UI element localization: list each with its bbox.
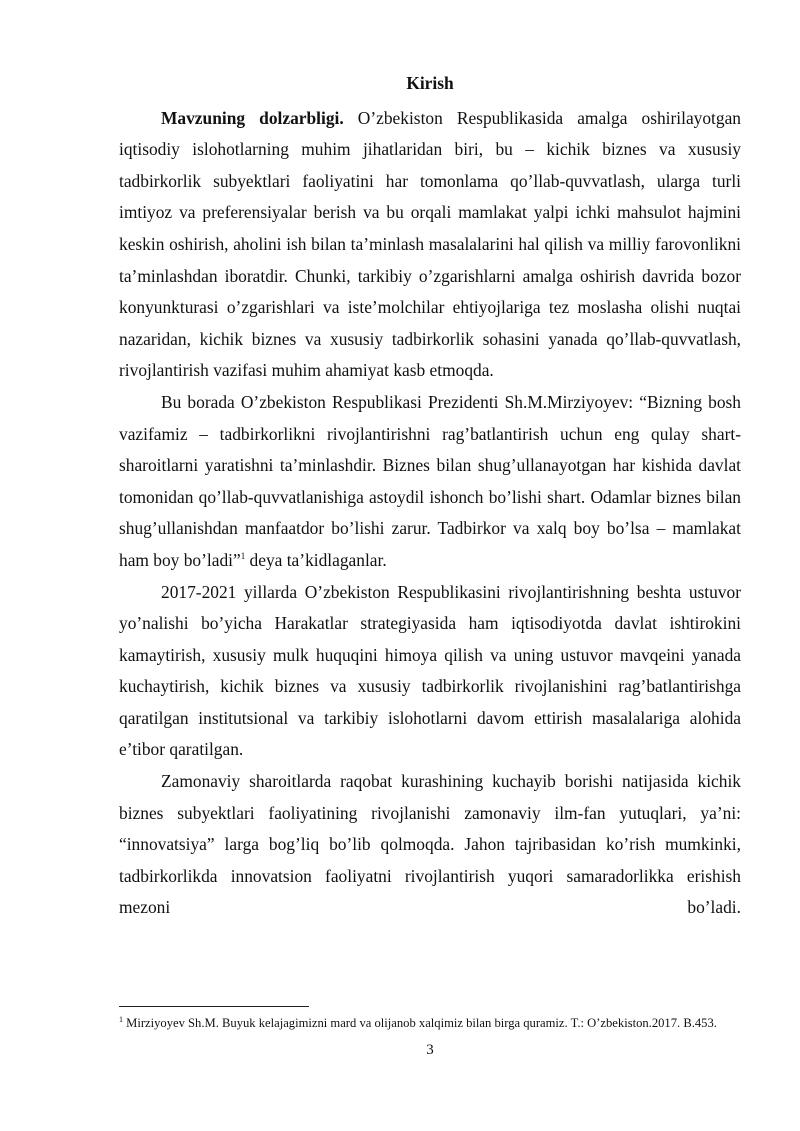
paragraph-president-quote bbox=[119, 387, 741, 577]
footnote-text: Mirziyoyev Sh.M. Buyuk kelajagimizni mard va olijanob xalqimiz bilan birga quramiz. T.: O’zbekiston.2017. B.453. bbox=[123, 1016, 717, 1030]
paragraph-lead: Mavzuning dolzarbligi. bbox=[161, 107, 344, 128]
paragraph-strategy: 2017-2021 yillarda O’zbekiston Respublikasini rivojlantirishning beshta ustuvor yo’nalishi bo’yicha Harakatlar strategiyasida ham iqtisodiyotda davlat ishtirokini kamaytirish, xususiy mulk huquqini himoya qilish va uning ustuvor mavqeini yanada kuchaytirish, kichik biznes va xususiy tadbirkorlik rivojlanishini rag’batlantirishga qaratilgan institutsional va tarkibiy islohotlarni davom ettirish masalalariga alohida e’tibor qaratilgan. bbox=[119, 581, 741, 760]
page-number: 3 bbox=[426, 1042, 434, 1058]
section-title: Kirish bbox=[406, 73, 454, 93]
body-text bbox=[119, 68, 741, 924]
paragraph-innovation: Zamonaviy sharoitlarda raqobat kurashining kuchayib borishi natijasida kichik biznes subyektlari faoliyatining rivojlanishi zamonaviy ilm-fan yutuqlari, ya’ni: “innovatsiya” larga bog’liq bo’lib qolmoqda. Jahon tajribasidan ko’rish mumkinki, tadbirkorlikda innovatsion faoliyatni rivojlantirish yuqori samaradorlikka erishish mezoni bo’ladi. bbox=[119, 771, 741, 918]
paragraph-relevance bbox=[119, 103, 741, 387]
footnote-divider bbox=[119, 1006, 309, 1007]
footnote-number: 1 bbox=[119, 1014, 123, 1024]
paragraph-text-tail: deya ta’kidlaganlar. bbox=[245, 549, 387, 570]
paragraph-text: O’zbekiston Respublikasida amalga oshirilayotgan iqtisodiy islohotlarning muhim jihatlaridan biri, bu – kichik biznes va xususiy tadbirkorlik subyektlari faoliyatini har tomonlama qo’llab-quvvatlash, ularga turli imtiyoz va preferensiyalar berish va bu orqali mamlakat yalpi ichki mahsulot hajmini keskin oshirish, aholini ish bilan ta’minlash masalalarini hal qilish va milliy farovonlikni ta’minlashdan iboratdir. Chunki, tarkibiy o’zgarishlarni amalga oshirish davrida bozor konyunkturasi o’zgarishlari va iste’molchilar ehtiyojlariga tez moslasha olishi nuqtai nazaridan, kichik biznes va xususiy tadbirkorlik sohasini yanada qo’llab-quvvatlash, rivojlantirish vazifasi muhim ahamiyat kasb etmoqda. bbox=[119, 107, 741, 381]
paragraph-text: Bu borada O’zbekiston Respublikasi Prezidenti Sh.M.Mirziyoyev: “Bizning bosh vazifamiz – tadbirkorlikni rivojlantirishni rag’batlantirish uchun eng qulay shart-sharoitlarni yaratishni ta’minlashdir. Biznes bilan shug’ullanayotgan har kishida davlat tomonidan qo’llab-quvvatlanishiga astoydil ishonch bo’lishi shart. Odamlar biznes bilan shug’ullanishdan manfaatdor bo’lishi zarur. Tadbirkor va xalq boy bo’lsa – mamlakat ham boy bo’ladi” bbox=[119, 391, 741, 570]
footnote bbox=[119, 1016, 741, 1032]
footnote-reference[interactable]: 1 bbox=[240, 551, 246, 562]
